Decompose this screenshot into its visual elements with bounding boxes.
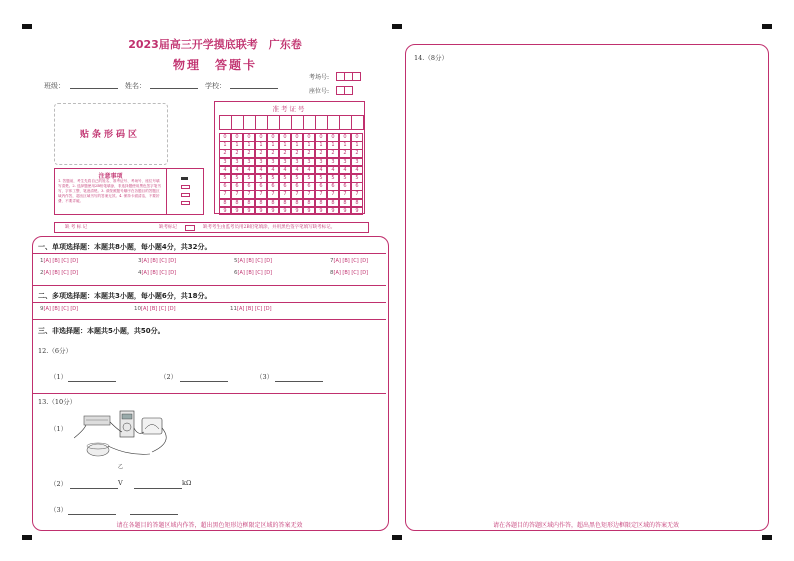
ticket-digit-bubble[interactable]: 4: [231, 166, 243, 175]
ticket-digit-bubble[interactable]: 3: [303, 158, 315, 167]
seat-label: 座位号:: [309, 88, 330, 95]
choice-question-1[interactable]: [40, 258, 78, 264]
question-number: 10: [134, 306, 141, 312]
ticket-digit-bubble[interactable]: 3: [351, 158, 363, 167]
ticket-digit-bubble[interactable]: 6: [255, 182, 267, 191]
ticket-digit-bubble[interactable]: 0: [267, 133, 279, 142]
seat-box[interactable]: [344, 86, 353, 95]
ticket-digit-bubble[interactable]: 1: [243, 141, 255, 150]
divider: [33, 285, 386, 286]
section3-heading: 三、非选择题：本题共5小题，共50分。: [38, 327, 165, 335]
ticket-digit-bubble[interactable]: 5: [303, 174, 315, 183]
q12-part3-answer[interactable]: [275, 381, 323, 382]
divider: [33, 319, 386, 320]
ticket-digit-bubble[interactable]: 1: [327, 141, 339, 150]
ticket-digit-bubble[interactable]: 7: [291, 190, 303, 199]
section2-heading: 二、多项选择题：本题共3小题，每小题6分，共18分。: [38, 292, 212, 300]
ticket-digit-bubble[interactable]: 1: [303, 141, 315, 150]
q14-label: 14.（8分）: [414, 54, 448, 62]
ticket-digit-bubble[interactable]: 1: [219, 141, 231, 150]
ticket-digit-bubble[interactable]: 0: [303, 133, 315, 142]
ticket-digit-bubble[interactable]: 9: [303, 207, 315, 216]
ticket-digit-bubble[interactable]: 9: [291, 207, 303, 216]
choice-options[interactable]: [A] [B] [C] [D]: [237, 270, 273, 276]
notes-box: [54, 168, 167, 215]
section1-heading: 一、单项选择题：本题共8小题，每小题4分，共32分。: [38, 243, 212, 251]
question-number: 9: [40, 306, 44, 312]
ticket-digit-bubble[interactable]: 0: [315, 133, 327, 142]
ticket-digit-bubble[interactable]: 7: [339, 190, 351, 199]
choice-question-6[interactable]: [234, 270, 272, 276]
ticket-digit-bubble[interactable]: 6: [267, 182, 279, 191]
ticket-digit-bubble[interactable]: 2: [267, 149, 279, 158]
name-field[interactable]: [150, 88, 198, 89]
ticket-digit-bubble[interactable]: 3: [243, 158, 255, 167]
ticket-digit-bubble[interactable]: 9: [243, 207, 255, 216]
barcode-sticker-label: 贴条形码区: [79, 130, 140, 140]
ticket-digit-bubble[interactable]: 9: [315, 207, 327, 216]
registration-mark: [22, 24, 32, 29]
ticket-digit-bubble[interactable]: 0: [243, 133, 255, 142]
sheet-subtitle: 物理 答题卡: [172, 58, 257, 72]
question-number: 11: [230, 306, 237, 312]
ticket-digit-bubble[interactable]: 3: [231, 158, 243, 167]
ticket-digit-bubble[interactable]: 6: [327, 182, 339, 191]
choice-question-10[interactable]: [134, 306, 176, 312]
ticket-digit-bubble[interactable]: 2: [291, 149, 303, 158]
figure-label: 乙: [118, 464, 124, 470]
ticket-title: 准考证号: [272, 105, 307, 113]
divider: [33, 302, 386, 303]
ticket-digit-bubble[interactable]: 8: [339, 199, 351, 208]
q13-part2-label: （2）: [50, 480, 68, 488]
ticket-digit-bubble[interactable]: 6: [231, 182, 243, 191]
ticket-digit-bubble[interactable]: 8: [255, 199, 267, 208]
ticket-digit-bubble[interactable]: 3: [291, 158, 303, 167]
ticket-digit-bubble[interactable]: 2: [219, 149, 231, 158]
choice-options[interactable]: [A] [B] [C] [D]: [141, 258, 177, 264]
fill-example-mark: [181, 193, 190, 197]
fill-example-mark: [181, 201, 190, 205]
ticket-digit-bubble[interactable]: 1: [291, 141, 303, 150]
class-label: 班级：: [44, 82, 65, 90]
ticket-digit-bubble[interactable]: 0: [231, 133, 243, 142]
ticket-digit-bubble[interactable]: 5: [231, 174, 243, 183]
notes-title: 注意事项: [98, 173, 123, 180]
divider: [33, 253, 386, 254]
ticket-digit-bubble[interactable]: 4: [339, 166, 351, 175]
ticket-digit-bubble[interactable]: 2: [351, 149, 363, 158]
ticket-digit-bubble[interactable]: 6: [291, 182, 303, 191]
ticket-digit-bubble[interactable]: 7: [315, 190, 327, 199]
ticket-digit-bubble[interactable]: 0: [291, 133, 303, 142]
choice-options[interactable]: [A] [B] [C] [D]: [237, 258, 273, 264]
ticket-digit-bubble[interactable]: 0: [219, 133, 231, 142]
ticket-digit-bubble[interactable]: 7: [231, 190, 243, 199]
ticket-digit-bubble[interactable]: 3: [219, 158, 231, 167]
ticket-digit-bubble[interactable]: 3: [267, 158, 279, 167]
ticket-digit-bubble[interactable]: 6: [315, 182, 327, 191]
ticket-digit-bubble[interactable]: 8: [291, 199, 303, 208]
ticket-digit-bubble[interactable]: 3: [279, 158, 291, 167]
ticket-digit-bubble[interactable]: 4: [267, 166, 279, 175]
ticket-digit-bubble[interactable]: 8: [231, 199, 243, 208]
ticket-digit-bubble[interactable]: 8: [243, 199, 255, 208]
q12-part3-label: （3）: [256, 373, 274, 381]
q12-part2-answer[interactable]: [180, 381, 228, 382]
absent-checkbox[interactable]: [185, 225, 195, 231]
q13-part3-answer-a[interactable]: [68, 514, 116, 515]
ticket-digit-bubble[interactable]: 9: [339, 207, 351, 216]
right-footer-warning: 请在各题目的答题区域内作答，超出黑色矩形边框限定区域的答案无效: [492, 522, 679, 529]
ticket-digit-bubble[interactable]: 2: [279, 149, 291, 158]
ticket-digit-bubble[interactable]: 3: [255, 158, 267, 167]
question-number: 4: [138, 270, 142, 276]
q12-part2-label: （2）: [160, 373, 178, 381]
left-answer-panel: [32, 236, 389, 531]
question-number: 2: [40, 270, 44, 276]
ticket-digit-bubble[interactable]: 9: [351, 207, 363, 216]
ticket-digit-bubble[interactable]: 9: [255, 207, 267, 216]
question-number: 7: [330, 258, 334, 264]
q13-part3-answer-b[interactable]: [130, 514, 178, 515]
registration-mark: [392, 535, 402, 540]
school-field[interactable]: [230, 88, 278, 89]
question-number: 5: [234, 258, 238, 264]
ticket-digit-bubble[interactable]: 9: [267, 207, 279, 216]
choice-options[interactable]: [A] [B] [C] [D]: [333, 258, 369, 264]
ticket-digit-bubble[interactable]: 1: [231, 141, 243, 150]
ticket-digit-bubble[interactable]: 4: [303, 166, 315, 175]
fill-example-mark: [181, 177, 188, 180]
ticket-digit-bubble[interactable]: 5: [351, 174, 363, 183]
absent-note: 缺考考生由监考员用2B铅笔填涂，并用黑色签字笔填写缺考标记。: [203, 225, 336, 230]
q12-label: 12.（6分）: [38, 347, 72, 355]
ticket-digit-bubble[interactable]: 7: [303, 190, 315, 199]
question-number: 8: [330, 270, 334, 276]
choice-question-11[interactable]: [230, 306, 272, 312]
ticket-digit-bubble[interactable]: 6: [219, 182, 231, 191]
ticket-digit-bubble[interactable]: 0: [327, 133, 339, 142]
ticket-digit-bubble[interactable]: 4: [243, 166, 255, 175]
ticket-digit-bubble[interactable]: 2: [339, 149, 351, 158]
ticket-entry-cell[interactable]: [351, 115, 364, 130]
ticket-digit-bubble[interactable]: 6: [339, 182, 351, 191]
choice-question-8[interactable]: [330, 270, 368, 276]
absent-label: 缺 考 标 记: [65, 225, 88, 230]
ticket-digit-bubble[interactable]: 7: [279, 190, 291, 199]
ticket-digit-bubble[interactable]: 5: [219, 174, 231, 183]
ticket-digit-bubble[interactable]: 2: [255, 149, 267, 158]
absent-mark-label: 缺考标记: [159, 225, 177, 230]
choice-question-7[interactable]: [330, 258, 368, 264]
ticket-digit-bubble[interactable]: 7: [351, 190, 363, 199]
q13-unit2: kΩ: [182, 479, 192, 487]
choice-options[interactable]: [A] [B] [C] [D]: [237, 306, 272, 312]
ticket-digit-bubble[interactable]: 2: [303, 149, 315, 158]
ticket-digit-bubble[interactable]: 2: [315, 149, 327, 158]
absent-row: [54, 222, 369, 233]
ticket-digit-bubble[interactable]: 5: [339, 174, 351, 183]
circuit-figure: [74, 408, 184, 470]
ticket-digit-bubble[interactable]: 2: [243, 149, 255, 158]
q13-label: 13.（10分）: [38, 398, 77, 406]
ticket-digit-bubble[interactable]: 6: [303, 182, 315, 191]
registration-mark: [392, 24, 402, 29]
ticket-digit-bubble[interactable]: 6: [243, 182, 255, 191]
ticket-digit-bubble[interactable]: 8: [351, 199, 363, 208]
ticket-digit-bubble[interactable]: 9: [219, 207, 231, 216]
ticket-digit-bubble[interactable]: 4: [255, 166, 267, 175]
ticket-digit-bubble[interactable]: 2: [231, 149, 243, 158]
ticket-digit-bubble[interactable]: 0: [351, 133, 363, 142]
ticket-digit-bubble[interactable]: 0: [255, 133, 267, 142]
ticket-digit-bubble[interactable]: 8: [267, 199, 279, 208]
notes-body: 1. 答题前，考生先将自己的姓名、准考证号、考场号、座位号填写清楚。2. 选择题使用2B铅笔填涂，非选择题使用黑色签字笔书写，字体工整、笔迹清楚。3. 请按照题号顺序在各题目的答题区域内作答，超出区域书写的答案无效。4. 保持卡面清洁，不要折叠、不要弄破。: [58, 179, 161, 203]
ticket-digit-bubble[interactable]: 3: [327, 158, 339, 167]
ticket-digit-bubble[interactable]: 6: [351, 182, 363, 191]
ticket-digit-bubble[interactable]: 9: [327, 207, 339, 216]
ticket-digit-bubble[interactable]: 8: [219, 199, 231, 208]
registration-mark: [762, 24, 772, 29]
ticket-digit-bubble[interactable]: 7: [267, 190, 279, 199]
registration-mark: [762, 535, 772, 540]
right-answer-panel[interactable]: [405, 44, 769, 531]
name-label: 姓名：: [125, 82, 146, 90]
ticket-digit-bubble[interactable]: 6: [279, 182, 291, 191]
ticket-digit-bubble[interactable]: 5: [327, 174, 339, 183]
fill-example-box: [166, 168, 204, 215]
battery-holder: [84, 416, 110, 425]
exam-title: 2023届高三开学摸底联考 广东卷: [128, 38, 302, 51]
ticket-digit-bubble[interactable]: 4: [291, 166, 303, 175]
ticket-digit-bubble[interactable]: 5: [267, 174, 279, 183]
ticket-digit-bubble[interactable]: 3: [339, 158, 351, 167]
ticket-digit-bubble[interactable]: 5: [255, 174, 267, 183]
ticket-digit-bubble[interactable]: 1: [351, 141, 363, 150]
ticket-digit-bubble[interactable]: 4: [315, 166, 327, 175]
ticket-number-box: [214, 101, 365, 214]
ticket-digit-bubble[interactable]: 4: [327, 166, 339, 175]
choice-question-3[interactable]: [138, 258, 176, 264]
ticket-digit-bubble[interactable]: 8: [327, 199, 339, 208]
school-label: 学校：: [205, 82, 226, 90]
ticket-digit-bubble[interactable]: 7: [219, 190, 231, 199]
beaker: [87, 444, 109, 456]
choice-question-9[interactable]: [40, 306, 78, 312]
choice-question-5[interactable]: [234, 258, 272, 264]
room-box[interactable]: [352, 72, 361, 81]
ticket-digit-bubble[interactable]: 8: [315, 199, 327, 208]
ticket-digit-bubble[interactable]: 8: [303, 199, 315, 208]
ticket-digit-bubble[interactable]: 1: [279, 141, 291, 150]
ticket-digit-bubble[interactable]: 4: [219, 166, 231, 175]
question-number: 6: [234, 270, 238, 276]
ticket-digit-bubble[interactable]: 5: [291, 174, 303, 183]
divider: [33, 393, 386, 394]
ticket-digit-bubble[interactable]: 5: [243, 174, 255, 183]
voltmeter: [142, 418, 162, 434]
ticket-digit-bubble[interactable]: 4: [279, 166, 291, 175]
q13-part2-answer-b[interactable]: [134, 488, 182, 489]
ticket-digit-bubble[interactable]: 8: [279, 199, 291, 208]
ticket-digit-bubble[interactable]: 5: [315, 174, 327, 183]
left-footer-warning: 请在各题目的答题区域内作答，超出黑色矩形边框限定区域的答案无效: [116, 522, 303, 529]
choice-question-2[interactable]: [40, 270, 78, 276]
ticket-digit-bubble[interactable]: 1: [267, 141, 279, 150]
q12-part1-answer[interactable]: [68, 381, 116, 382]
choice-options[interactable]: [A] [B] [C] [D]: [43, 258, 79, 264]
q13-part3-label: （3）: [50, 506, 68, 514]
ticket-digit-bubble[interactable]: 7: [327, 190, 339, 199]
choice-options[interactable]: [A] [B] [C] [D]: [141, 306, 176, 312]
ticket-digit-bubble[interactable]: 7: [255, 190, 267, 199]
ticket-digit-bubble[interactable]: 9: [231, 207, 243, 216]
q12-part1-label: （1）: [50, 373, 68, 381]
question-number: 1: [40, 258, 44, 264]
ticket-digit-bubble[interactable]: 4: [351, 166, 363, 175]
ticket-digit-bubble[interactable]: 1: [315, 141, 327, 150]
choice-question-4[interactable]: [138, 270, 176, 276]
registration-mark: [22, 535, 32, 540]
ticket-digit-bubble[interactable]: 7: [243, 190, 255, 199]
ticket-digit-bubble[interactable]: 5: [279, 174, 291, 183]
ticket-digit-bubble[interactable]: 1: [339, 141, 351, 150]
q13-part2-answer-a[interactable]: [70, 488, 118, 489]
class-field[interactable]: [70, 88, 118, 89]
ticket-digit-bubble[interactable]: 0: [339, 133, 351, 142]
ticket-digit-bubble[interactable]: 0: [279, 133, 291, 142]
fill-example-mark: [181, 185, 190, 189]
choice-options[interactable]: [A] [B] [C] [D]: [43, 270, 79, 276]
choice-options[interactable]: [A] [B] [C] [D]: [43, 306, 79, 312]
choice-options[interactable]: [A] [B] [C] [D]: [141, 270, 177, 276]
ticket-digit-bubble[interactable]: 9: [279, 207, 291, 216]
q13-part1-label: （1）: [50, 425, 68, 433]
q13-unit1: V: [118, 479, 123, 487]
ticket-digit-bubble[interactable]: 3: [315, 158, 327, 167]
room-label: 考场号:: [309, 74, 330, 81]
ticket-digit-bubble[interactable]: 2: [327, 149, 339, 158]
choice-options[interactable]: [A] [B] [C] [D]: [333, 270, 369, 276]
question-number: 3: [138, 258, 142, 264]
ticket-digit-bubble[interactable]: 1: [255, 141, 267, 150]
